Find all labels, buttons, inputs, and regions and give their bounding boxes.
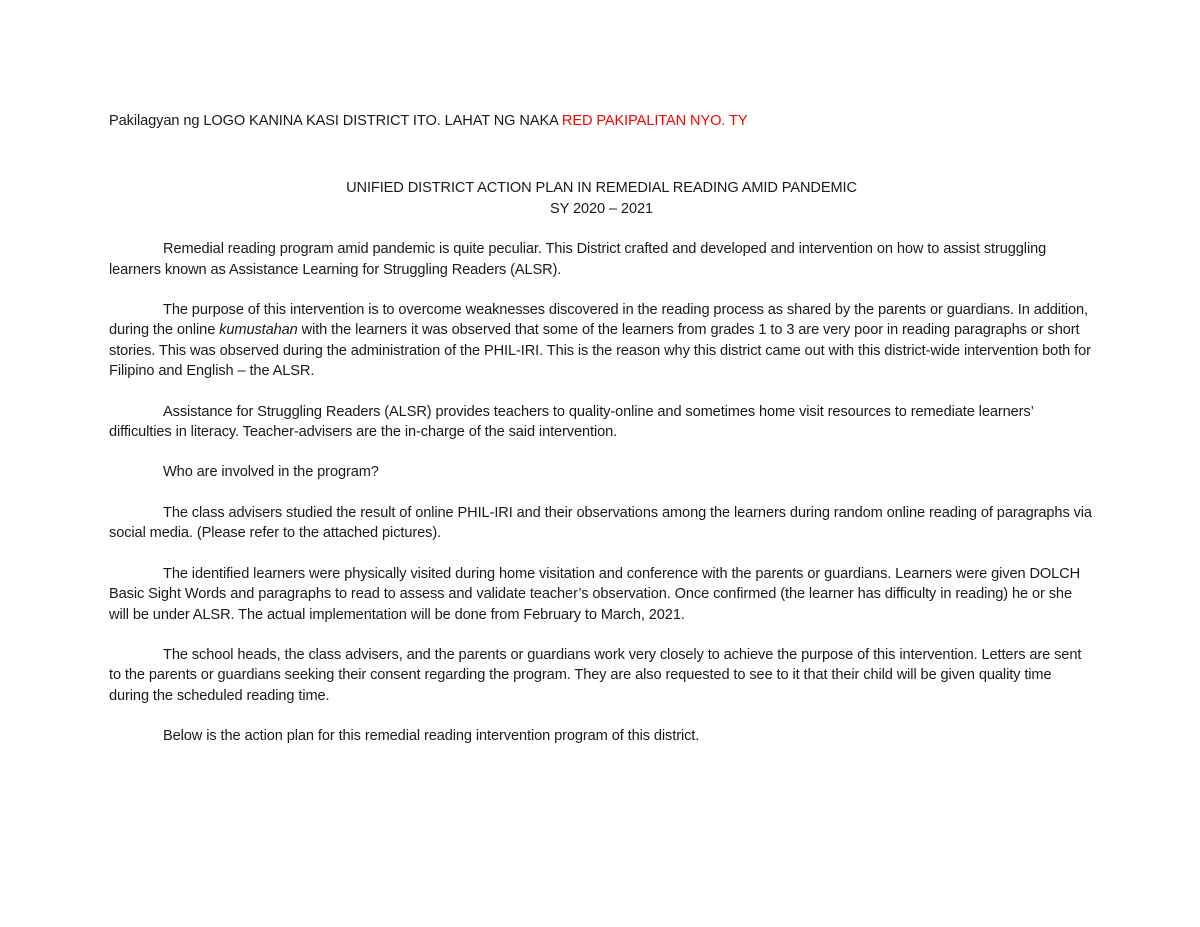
paragraph-question: Who are involved in the program?	[163, 464, 379, 481]
paragraph-purpose-italic: kumustahan	[219, 322, 298, 339]
paragraph-collaboration: The school heads, the class advisers, and the parents or guardians work very closely to achieve the purpose of this intervention. Letters are sent to the parents or guardians seeking their consent regarding the program. They are also requested to see to it that their child will be given quality time during the scheduled reading time.	[109, 646, 1082, 704]
editor-note	[109, 111, 1094, 131]
paragraph-identified-learners: The identified learners were physically visited during home visitation and conference with the parents or guardians. Learners were given DOLCH Basic Sight Words and paragraphs to read to assess and validate teacher’s observation. Once confirmed (the learner has difficulty in reading) he or she will be under ALSR. The actual implementation will be done from February to March, 2021.	[109, 565, 1081, 623]
document-title	[109, 178, 1094, 219]
paragraph-advisers: The class advisers studied the result of online PHIL-IRI and their observations among the learners during random online reading of paragraphs via social media. (Please refer to the attached pictures).	[109, 504, 1092, 542]
editor-note-highlight: RED PAKIPALITAN NYO. TY	[561, 113, 748, 129]
paragraph-purpose-part2: with the learners it was observed that some of the learners from grades 1 to 3 are very poor in reading paragraphs or short stories. This was observed during the administration of the PHIL-IRI. This is the reason why this district came out with this district-wide intervention both for Filipino and English – the ALSR.	[109, 322, 1091, 380]
title-line-1: UNIFIED DISTRICT ACTION PLAN IN REMEDIAL READING AMID PANDEMIC	[346, 180, 857, 197]
paragraph-purpose-part1: The purpose of this intervention is to overcome weaknesses discovered in the reading process as shared by the parents or guardians. In addition, during the online	[109, 302, 1089, 339]
title-line-2: SY 2020 – 2021	[549, 200, 653, 217]
paragraph-action-plan: Below is the action plan for this remedial reading intervention program of this district.	[163, 728, 700, 745]
document-body	[109, 111, 1094, 747]
paragraph-intro: Remedial reading program amid pandemic is quite peculiar. This District crafted and developed and intervention on how to assist struggling learners known as Assistance Learning for Struggling Readers (ALSR).	[109, 241, 1047, 278]
editor-note-text: Pakilagyan ng LOGO KANINA KASI DISTRICT ITO. LAHAT NG NAKA	[109, 113, 562, 129]
paragraph-purpose	[109, 300, 1094, 382]
paragraph-alsr: Assistance for Struggling Readers (ALSR) provides teachers to quality-online and sometimes home visit resources to remediate learners’ difficulties in literacy. Teacher-advisers are the in-charge of the said intervention.	[109, 403, 1034, 441]
